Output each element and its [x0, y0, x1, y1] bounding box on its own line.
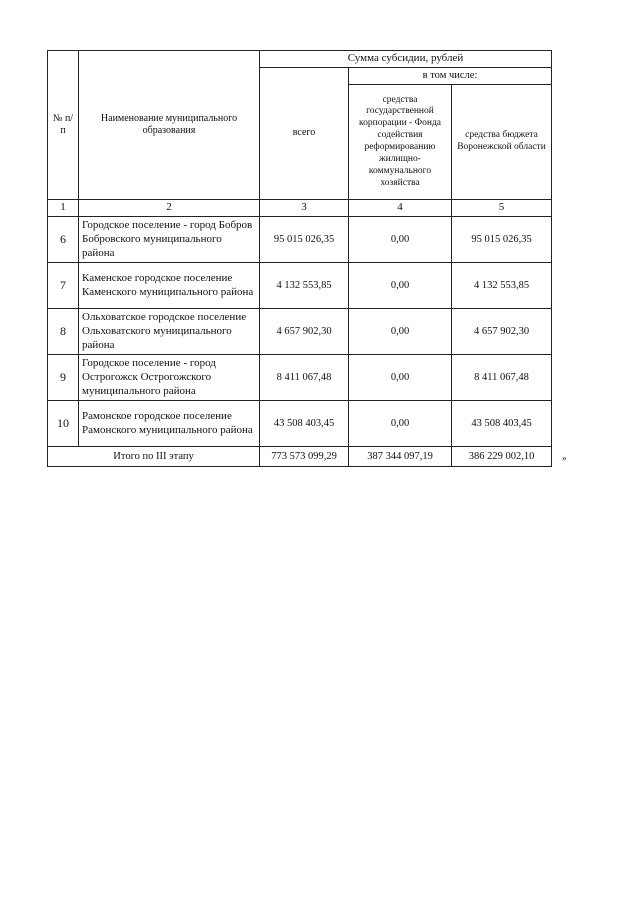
row-number: 8	[48, 308, 79, 354]
municipality-name: Каменское городское поселение Каменского муниципального района	[79, 262, 260, 308]
municipality-name: Рамонское городское поселение Рамонского муниципального района	[79, 400, 260, 446]
budget-amount: 8 411 067,48	[452, 354, 552, 400]
total-amount: 4 657 902,30	[260, 308, 349, 354]
fund-amount: 0,00	[349, 262, 452, 308]
table-row	[48, 216, 552, 262]
header-fund-funds: средства государственной корпорации - Фонда содействия реформированию жилищно-коммунального хозяйства	[349, 85, 452, 200]
header-subsidy-sum: Сумма субсидии, рублей	[260, 51, 552, 68]
header-total: всего	[260, 68, 349, 200]
column-number: 2	[79, 200, 260, 217]
column-number: 4	[349, 200, 452, 217]
closing-quote-mark: »	[562, 453, 567, 463]
fund-amount: 0,00	[349, 354, 452, 400]
row-number: 6	[48, 216, 79, 262]
fund-amount: 0,00	[349, 216, 452, 262]
header-municipality-name: Наименование муниципального образования	[79, 51, 260, 200]
total-amount: 8 411 067,48	[260, 354, 349, 400]
table-row	[48, 400, 552, 446]
column-number: 1	[48, 200, 79, 217]
row-number: 9	[48, 354, 79, 400]
fund-amount: 0,00	[349, 400, 452, 446]
budget-amount: 4 132 553,85	[452, 262, 552, 308]
budget-amount: 4 657 902,30	[452, 308, 552, 354]
municipality-name: Городское поселение - город Бобров Бобровского муниципального района	[79, 216, 260, 262]
budget-amount: 95 015 026,35	[452, 216, 552, 262]
municipality-name: Городское поселение - город Острогожск Острогожского муниципального района	[79, 354, 260, 400]
total-sum: 773 573 099,29	[260, 446, 349, 466]
total-amount: 43 508 403,45	[260, 400, 349, 446]
total-amount: 95 015 026,35	[260, 216, 349, 262]
column-number: 3	[260, 200, 349, 217]
column-number-row	[48, 200, 552, 217]
budget-amount: 43 508 403,45	[452, 400, 552, 446]
header-budget-funds: средства бюджета Воронежской области	[452, 85, 552, 200]
table-row	[48, 308, 552, 354]
municipality-name: Ольховатское городское поселение Ольховатского муниципального района	[79, 308, 260, 354]
column-number: 5	[452, 200, 552, 217]
total-amount: 4 132 553,85	[260, 262, 349, 308]
total-budget-sum: 386 229 002,10	[452, 446, 552, 466]
table-row	[48, 262, 552, 308]
fund-amount: 0,00	[349, 308, 452, 354]
total-fund-sum: 387 344 097,19	[349, 446, 452, 466]
table-row	[48, 354, 552, 400]
header-including: в том числе:	[349, 68, 552, 85]
total-row	[48, 446, 552, 466]
header-row-number: № п/п	[48, 51, 79, 200]
row-number: 7	[48, 262, 79, 308]
total-label: Итого по III этапу	[48, 446, 260, 466]
row-number: 10	[48, 400, 79, 446]
subsidy-table	[47, 50, 552, 467]
